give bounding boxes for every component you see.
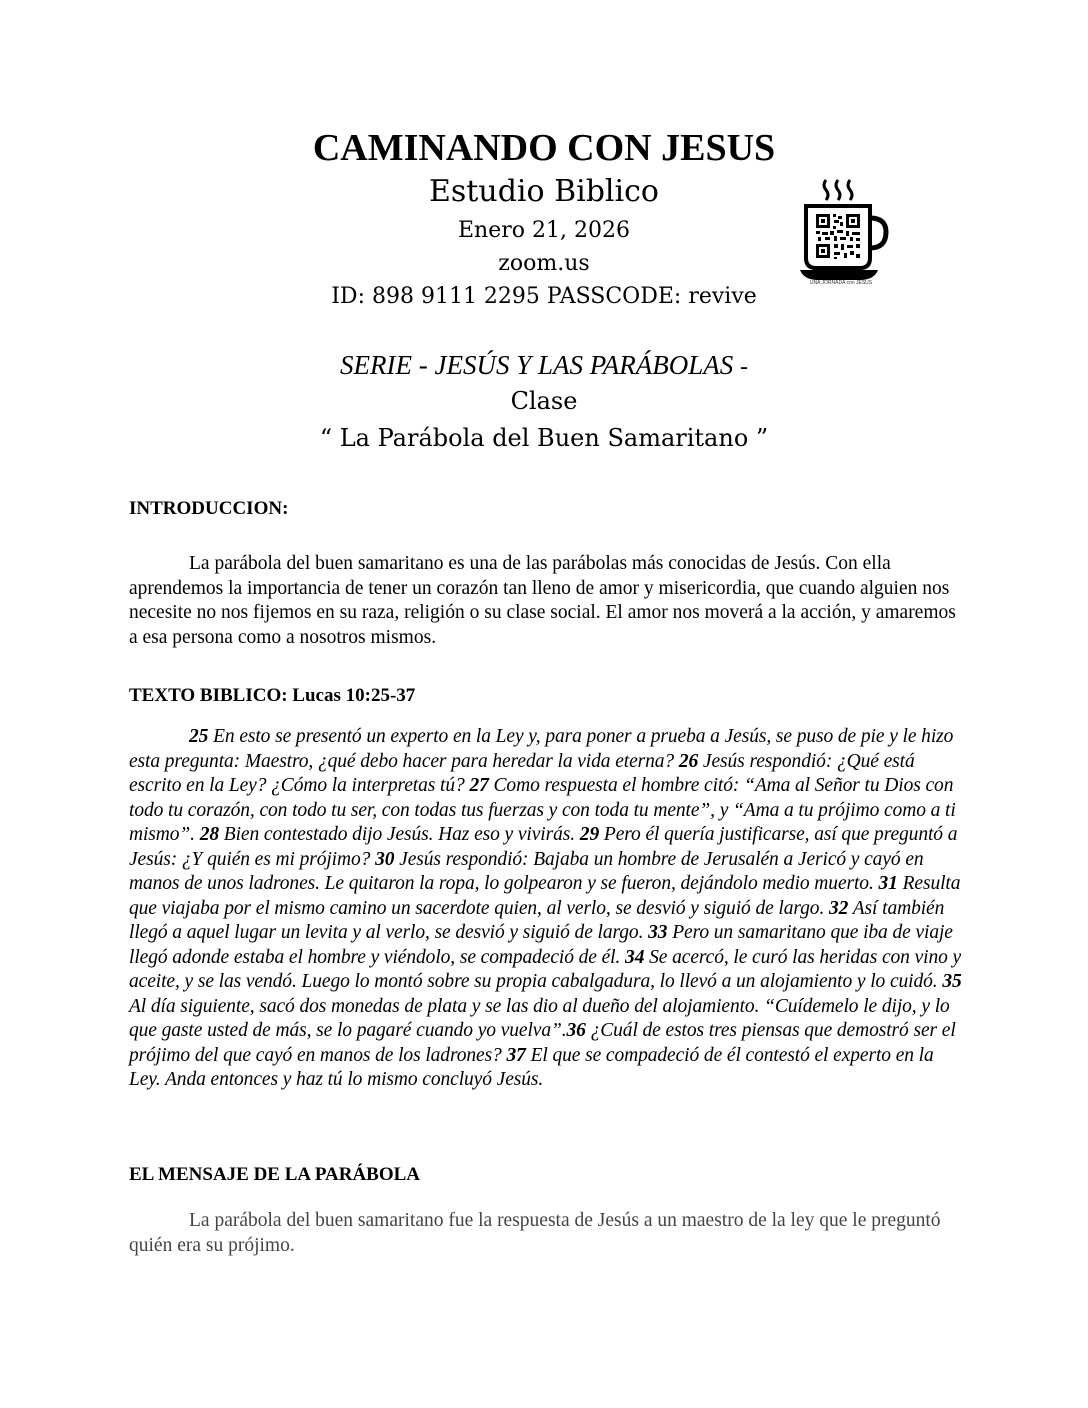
lesson-title: “ La Parábola del Buen Samaritano ”: [319, 424, 769, 452]
mensaje-paragraph: La parábola del buen samaritano fue la respuesta de Jesús a un maestro de la ley que le preguntó quién era su prójimo.: [129, 1210, 941, 1256]
verse-text: El que se compadeció de él contestó el experto en la Ley. Anda entonces y haz tú lo mismo concluyó Jesús.: [129, 1044, 934, 1090]
verse-text: Como respuesta el hombre citó: “Ama al Señor tu Dios con todo tu corazón, con todo tu ser, con todas tus fuerzas y con toda tu mente”, y “Ama a tu prójimo como a ti mismo”.: [129, 775, 956, 845]
class-label: Clase: [510, 387, 578, 415]
verse-number: 28: [199, 824, 220, 845]
document-title: CAMINANDO CON JESUS: [312, 127, 776, 169]
verse-text: Se acercó, le curó las heridas con vino y aceite, y se las vendó. Luego lo montó sobre su propia cabalgadura, lo llevó a un alojamiento y lo cuidó.: [129, 946, 962, 992]
intro-paragraph: La parábola del buen samaritano es una de las parábolas más conocidas de Jesús. Con ella aprendemos la importancia de tener un corazón tan lleno de amor y misericordia, que cuando alguien nos necesite no nos fijemos en su raza, religión o su clase social. El amor nos moverá a la acción, y amaremos a esa persona como a nosotros mismos.: [129, 553, 956, 648]
verse-number: 37: [506, 1044, 526, 1066]
section-heading-texto-biblico: TEXTO BIBLICO: Lucas 10:25-37: [129, 685, 416, 706]
verse-number: 26: [678, 750, 699, 772]
verse-text: Pero un samaritano que iba de viaje llegó adonde estaba el hombre y viéndolo, se compadeció de él.: [129, 922, 953, 968]
verse-text: En esto se presentó un experto en la Ley y, para poner a prueba a Jesús, se puso de pie y le hizo esta pregunta: Maestro, ¿qué debo hacer para heredar la vida eterna?: [129, 726, 954, 772]
series-trailing-dash: -: [739, 354, 748, 380]
verse-number: 35: [942, 971, 962, 992]
section-heading-mensaje: EL MENSAJE DE LA PARÁBOLA: [129, 1164, 421, 1185]
coffee-cup-qr-icon: [798, 176, 894, 288]
verse-number: 25: [189, 726, 209, 747]
verse-number: 34: [625, 946, 645, 968]
document-subtitle: Estudio Biblico: [429, 174, 659, 209]
verse-text: ¿Cuál de estos tres piensas que demostró ser el prójimo del que cayó en manos de los ladrones?: [129, 1020, 956, 1066]
series-label: SERIE - JESÚS Y LAS PARÁBOLAS: [340, 350, 740, 380]
logo-caption: UNA JORNADA con JESUS: [809, 280, 873, 286]
study-date: Enero 21, 2026: [458, 218, 630, 243]
section-heading-introduccion: INTRODUCCION:: [129, 498, 289, 519]
verse-text: Así también llegó a aquel lugar un levita y al verlo, se desvió y siguió de largo.: [129, 897, 945, 943]
verse-text: Bien contestado dijo Jesús. Haz eso y vivirás.: [219, 824, 580, 845]
verse-text: Jesús respondió: Bajaba un hombre de Jerusalén a Jericó y cayó en manos de unos ladrones. Le quitaron la ropa, lo golpearon y se fueron, dejándolo medio muerto.: [129, 848, 924, 894]
verse-text: Al día siguiente, sacó dos monedas de plata y se las dio al dueño del alojamiento. “Cuídemelo le dijo, y lo que gaste usted de más, se lo pagaré cuando yo vuelva”.: [129, 995, 950, 1041]
verse-number: 32: [829, 897, 849, 919]
verse-number: 27: [469, 775, 489, 796]
verse-number: 36: [566, 1020, 586, 1041]
verse-text: Resulta que viajaba por el mismo camino un sacerdote quien, al verlo, se desvió y siguió de largo.: [129, 873, 961, 919]
bible-passage: [129, 725, 964, 1093]
verse-number: 30: [375, 848, 395, 870]
verse-number: 31: [878, 873, 898, 894]
series-heading: [0, 348, 1088, 384]
verse-text: Jesús respondió: ¿Qué está escrito en la Ley? ¿Cómo la interpretas tú?: [129, 750, 915, 796]
meeting-credentials: ID: 898 9111 2295 PASSCODE: revive: [331, 284, 757, 309]
verse-text: Pero él quería justificarse, así que preguntó a Jesús: ¿Y quién es mi prójimo?: [129, 824, 958, 870]
verse-number: 33: [648, 922, 668, 943]
meeting-platform-link[interactable]: zoom.us: [498, 251, 590, 276]
verse-number: 29: [579, 824, 600, 845]
